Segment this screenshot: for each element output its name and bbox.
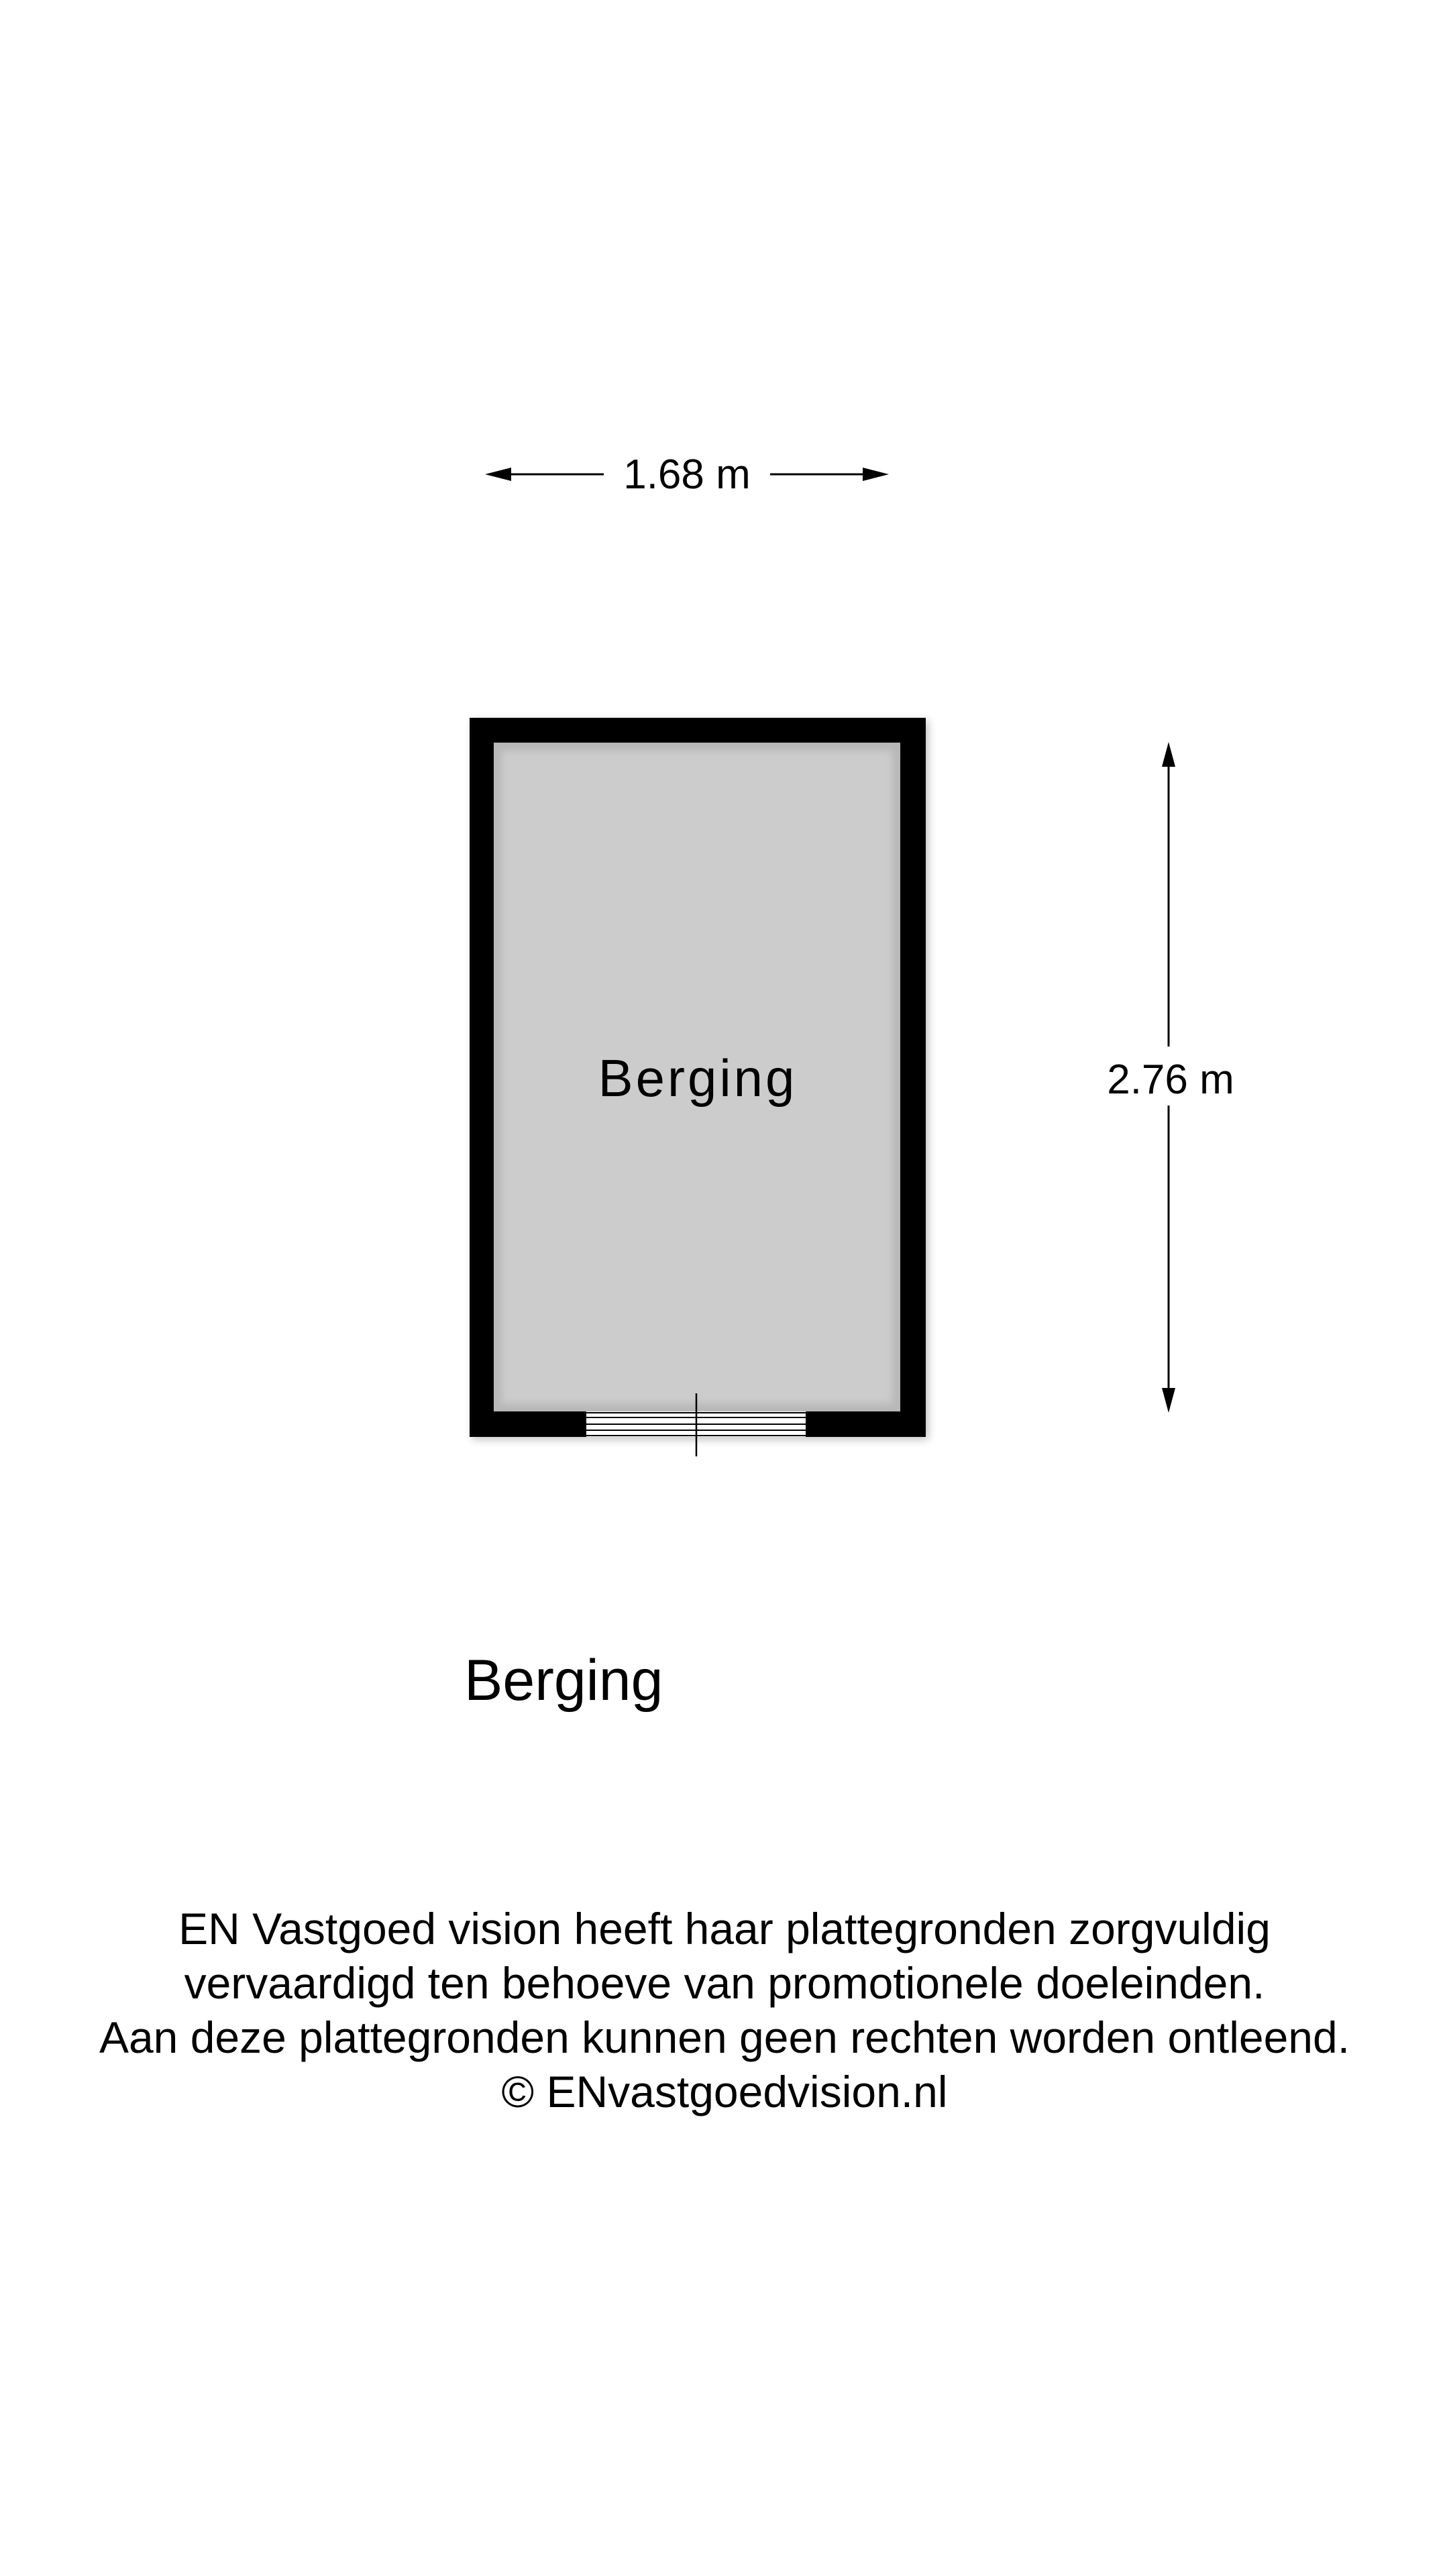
width-dimension-label: 1.68 m	[623, 451, 751, 498]
room-label: Berging	[598, 1049, 798, 1108]
arrow-right-icon	[863, 468, 889, 481]
arrow-left-icon	[485, 468, 511, 481]
height-dimension	[1107, 742, 1234, 1413]
floor-label: Berging	[464, 1648, 663, 1713]
arrow-up-icon	[1162, 742, 1175, 767]
disclaimer-line: vervaardigd ten behoeve van promotionele doeleinden.	[184, 1958, 1265, 2008]
copyright: © ENvastgoedvision.nl	[501, 2067, 948, 2116]
width-dimension	[485, 451, 889, 498]
disclaimer-line: Aan deze plattegronden kunnen geen rechten worden ontleend.	[99, 2012, 1350, 2062]
disclaimer-line: EN Vastgoed vision heeft haar plattegronden zorgvuldig	[178, 1904, 1271, 1953]
arrow-down-icon	[1162, 1388, 1175, 1413]
disclaimer	[0, 1902, 1449, 2119]
room-berging	[470, 718, 928, 1456]
height-dimension-label: 2.76 m	[1107, 1057, 1234, 1103]
